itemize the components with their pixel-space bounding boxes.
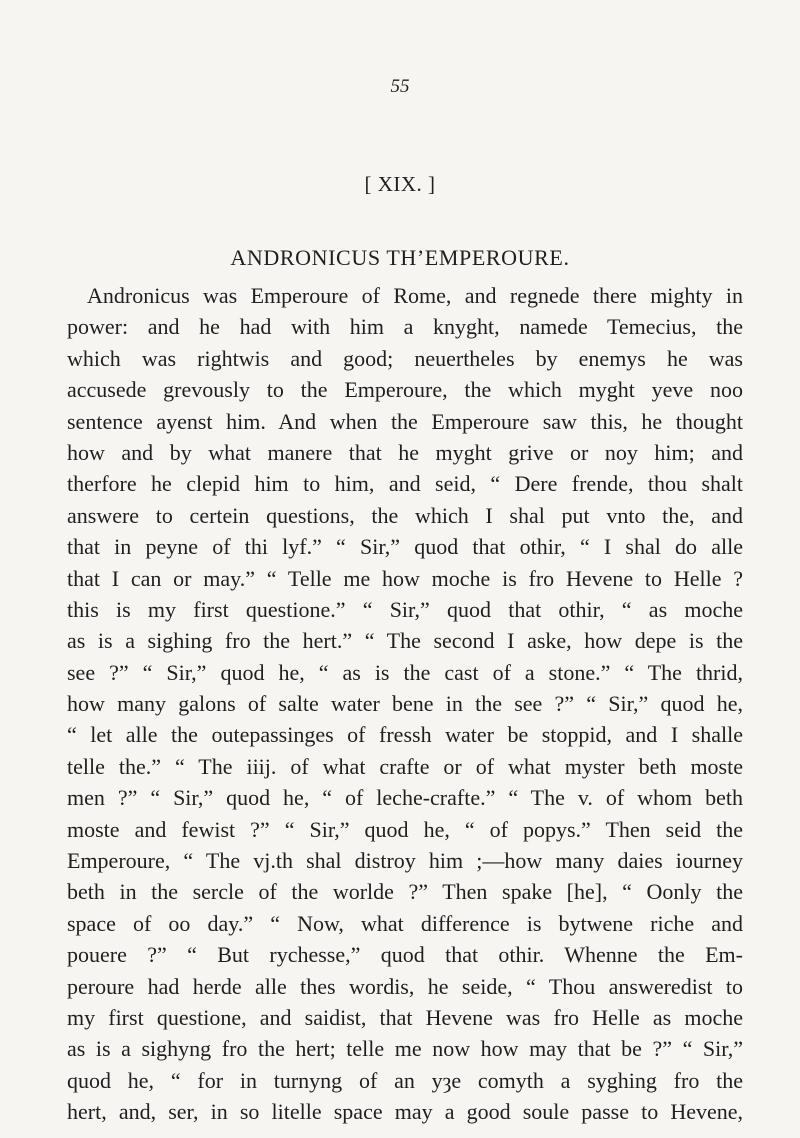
- text-line: hert, and, ser, in so litelle space may a good soule passe to Hevene,: [67, 1099, 743, 1125]
- text-line: “ let alle the outepassinges of fressh water be stoppid, and I shalle: [67, 722, 743, 748]
- text-line: this is my first questione.” “ Sir,” quod that othir, “ as moche: [67, 596, 743, 622]
- text-line: sentence ayenst him. And when the Emperoure saw this, he thought: [67, 408, 743, 434]
- text-line: my first questione, and saidist, that Hevene was fro Helle as moche: [67, 1004, 743, 1030]
- text-line: moste and fewist ?” “ Sir,” quod he, “ of popys.” Then seid the: [67, 816, 743, 842]
- text-line: see ?” “ Sir,” quod he, “ as is the cast of a stone.” “ The thrid,: [67, 659, 743, 685]
- text-line: Andronicus was Emperoure of Rome, and regnede there mighty in: [87, 283, 743, 308]
- text-line: beth in the sercle of the worlde ?” Then spake [he], “ Oonly the: [67, 879, 743, 905]
- text-line: Emperoure, “ The vj.th shal distroy him ;—how many daies iourney: [67, 848, 743, 874]
- text-line: accusede grevously to the Emperoure, the which myght yeve noo: [67, 377, 743, 403]
- body-text: [67, 280, 743, 1128]
- text-line: that I can or may.” “ Telle me how moche is fro Hevene to Helle ?: [67, 565, 743, 591]
- text-line: how many galons of salte water bene in the see ?” “ Sir,” quod he,: [67, 691, 743, 717]
- text-line: space of oo day.” “ Now, what difference is bytwene riche and: [67, 910, 743, 936]
- text-line: as is a sighyng fro the hert; telle me now how may that be ?” “ Sir,”: [67, 1036, 743, 1062]
- text-line: peroure had herde alle thes wordis, he seide, “ Thou answeredist to: [67, 973, 743, 999]
- text-line: telle the.” “ The iiij. of what crafte or of what myster beth moste: [67, 753, 743, 779]
- text-line: pouere ?” “ But rychesse,” quod that othir. Whenne the Em-: [67, 942, 743, 968]
- text-line: therfore he clepid him to him, and seid, “ Dere frende, thou shalt: [67, 471, 743, 497]
- text-line: which was rightwis and good; neuertheles by enemys he was: [67, 345, 743, 371]
- text-line: power: and he had with him a knyght, namede Temecius, the: [67, 314, 743, 340]
- text-line: how and by what manere that he myght grive or noy him; and: [67, 439, 743, 465]
- text-line: quod he, “ for in turnyng of an yȝe comyth a syghing fro the: [67, 1067, 743, 1093]
- text-line: that in peyne of thi lyf.” “ Sir,” quod that othir, “ I shal do alle: [67, 534, 743, 560]
- text-line: men ?” “ Sir,” quod he, “ of leche-crafte.” “ The v. of whom beth: [67, 785, 743, 811]
- text-line: as is a sighing fro the hert.” “ The second I aske, how depe is the: [67, 628, 743, 654]
- chapter-number: [ XIX. ]: [364, 172, 436, 196]
- chapter-title: ANDRONICUS TH’EMPEROURE.: [230, 245, 570, 270]
- page-number: 55: [390, 76, 410, 97]
- text-line: answere to certein questions, the which I shal put vnto the, and: [67, 502, 743, 528]
